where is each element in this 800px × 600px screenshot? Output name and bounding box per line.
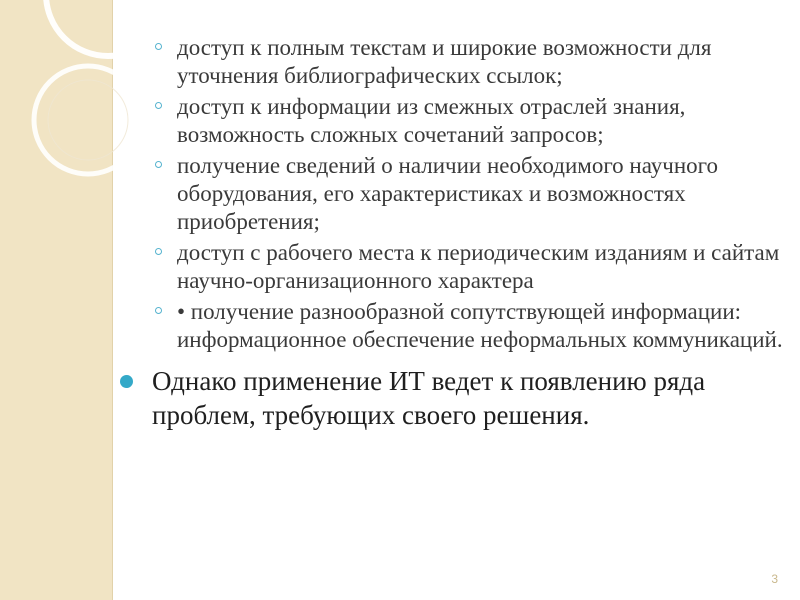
- list-item: [155, 34, 788, 90]
- ring-bullet-icon: [155, 43, 162, 50]
- list-item-text: доступ с рабочего места к периодическим изданиям и сайтам научно-организационного характера: [177, 240, 780, 293]
- sub-bullet-list: [118, 34, 788, 354]
- ring-bullet-icon: [155, 307, 162, 314]
- list-item-text: доступ к информации из смежных отраслей знания, возможность сложных сочетаний запросов;: [177, 94, 686, 147]
- slide-content: [118, 34, 788, 432]
- list-item-text: доступ к полным текстам и широкие возможности для уточнения библиографических ссылок;: [177, 35, 712, 88]
- dot-bullet-icon: [120, 375, 133, 388]
- main-bullet-item: [118, 364, 788, 432]
- list-item: [155, 93, 788, 149]
- decorative-side-panel: [0, 0, 113, 600]
- list-item-text: получение сведений о наличии необходимого научного оборудования, его характеристиках и возможностях приобретения;: [177, 153, 719, 234]
- list-item: [155, 152, 788, 236]
- page-number: 3: [771, 572, 778, 586]
- list-item: [155, 298, 788, 354]
- ring-bullet-icon: [155, 248, 162, 255]
- ring-bullet-icon: [155, 161, 162, 168]
- list-item: [155, 239, 788, 295]
- list-item-text: • получение разнообразной сопутствующей информации: информационное обеспечение неформальных коммуникаций.: [177, 299, 783, 352]
- main-bullet-text: Однако применение ИТ ведет к появлению ряда проблем, требующих своего решения.: [152, 366, 706, 430]
- ring-bullet-icon: [155, 102, 162, 109]
